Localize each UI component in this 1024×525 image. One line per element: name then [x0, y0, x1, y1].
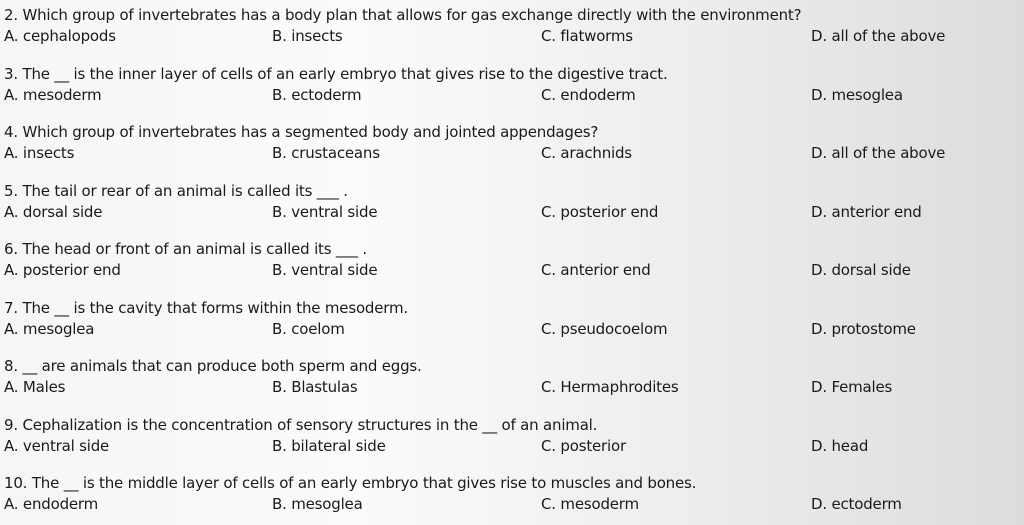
question-text: 8. __ are animals that can produce both sperm and eggs.: [4, 357, 422, 375]
option-d: D. ectoderm: [811, 495, 902, 513]
option-d: D. all of the above: [811, 144, 946, 162]
option-a: A. mesoderm: [4, 86, 102, 104]
option-a: A. dorsal side: [4, 203, 103, 221]
option-d: D. dorsal side: [811, 261, 911, 279]
question-2: [4, 5, 1014, 57]
option-c: C. flatworms: [541, 27, 633, 45]
question-10: [4, 473, 1014, 525]
question-5: [4, 181, 1014, 233]
option-b: B. mesoglea: [272, 495, 363, 513]
option-c: C. arachnids: [541, 144, 632, 162]
option-d: D. anterior end: [811, 203, 922, 221]
option-c: C. posterior: [541, 437, 626, 455]
question-9: [4, 415, 1014, 467]
option-c: C. Hermaphrodites: [541, 378, 679, 396]
option-b: B. ventral side: [272, 203, 378, 221]
option-d: D. Females: [811, 378, 893, 396]
option-d: D. head: [811, 437, 869, 455]
question-text: 2. Which group of invertebrates has a body plan that allows for gas exchange directly with the environment?: [4, 6, 802, 24]
question-text: 6. The head or front of an animal is called its ___ .: [4, 240, 367, 258]
option-b: B. ventral side: [272, 261, 378, 279]
option-c: C. pseudocoelom: [541, 320, 668, 338]
option-c: C. mesoderm: [541, 495, 639, 513]
question-text: 4. Which group of invertebrates has a segmented body and jointed appendages?: [4, 123, 599, 141]
question-text: 5. The tail or rear of an animal is called its ___ .: [4, 182, 348, 200]
option-a: A. endoderm: [4, 495, 99, 513]
question-text: 9. Cephalization is the concentration of sensory structures in the __ of an animal.: [4, 416, 598, 434]
option-d: D. mesoglea: [811, 86, 903, 104]
option-b: B. Blastulas: [272, 378, 358, 396]
question-text: 10. The __ is the middle layer of cells of an early embryo that gives rise to muscles and bones.: [4, 474, 697, 492]
option-a: A. mesoglea: [4, 320, 95, 338]
option-b: B. crustaceans: [272, 144, 380, 162]
option-a: A. posterior end: [4, 261, 121, 279]
question-4: [4, 122, 1014, 174]
option-b: B. insects: [272, 27, 343, 45]
question-8: [4, 356, 1014, 408]
question-text: 3. The __ is the inner layer of cells of an early embryo that gives rise to the digestive tract.: [4, 65, 668, 83]
option-c: C. posterior end: [541, 203, 659, 221]
option-c: C. anterior end: [541, 261, 651, 279]
option-b: B. coelom: [272, 320, 345, 338]
option-a: A. insects: [4, 144, 75, 162]
option-a: A. Males: [4, 378, 66, 396]
question-text: 7. The __ is the cavity that forms within the mesoderm.: [4, 299, 408, 317]
question-7: [4, 298, 1014, 350]
option-c: C. endoderm: [541, 86, 636, 104]
option-b: B. bilateral side: [272, 437, 386, 455]
option-b: B. ectoderm: [272, 86, 362, 104]
option-a: A. ventral side: [4, 437, 110, 455]
option-d: D. protostome: [811, 320, 916, 338]
option-a: A. cephalopods: [4, 27, 116, 45]
question-6: [4, 239, 1014, 291]
option-d: D. all of the above: [811, 27, 946, 45]
question-3: [4, 64, 1014, 116]
